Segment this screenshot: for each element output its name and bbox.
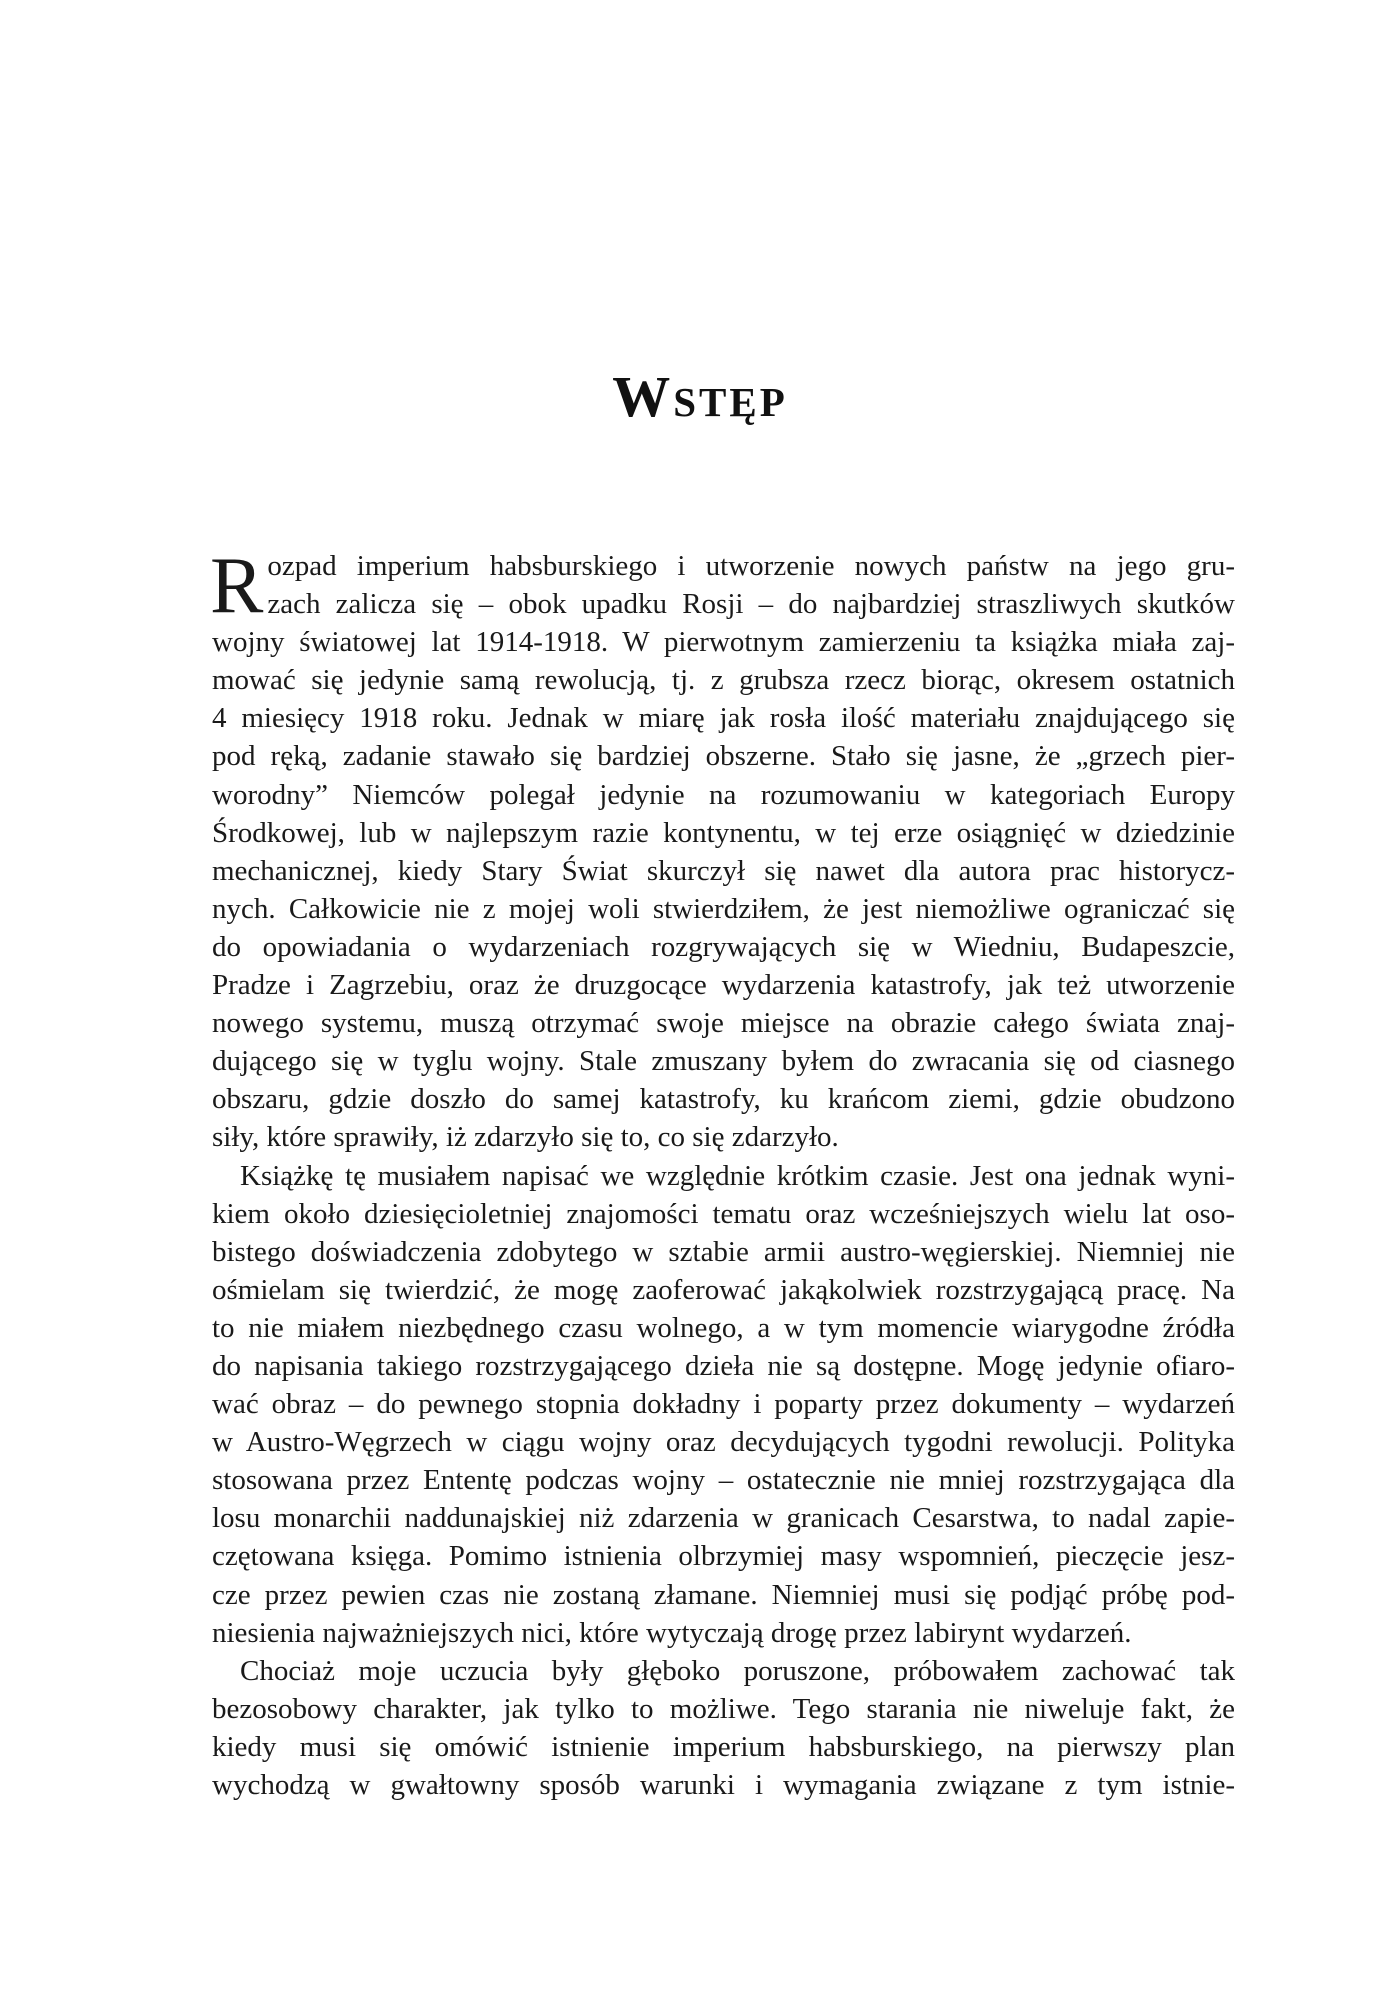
text-line: 4 miesięcy 1918 roku. Jednak w miarę jak rosła ilość materiału znajdującego się bbox=[212, 702, 1235, 735]
text-line: w Austro-Węgrzech w ciągu wojny oraz decydujących tygodni rewolucji. Polityka bbox=[212, 1426, 1235, 1459]
text-line: worodny” Niemców polegał jedynie na rozumowaniu w kategoriach Europy bbox=[212, 778, 1235, 811]
text-line: mechanicznej, kiedy Stary Świat skurczył się nawet dla autora prac historycz- bbox=[212, 854, 1235, 887]
text-line: ozpad imperium habsburskiego i utworzenie nowych państw na jego gru- bbox=[267, 550, 1235, 582]
text-line: nowego systemu, muszą otrzymać swoje miejsce na obrazie całego świata znaj- bbox=[212, 1007, 1235, 1040]
paragraph bbox=[212, 1652, 1235, 1804]
text-line: obszaru, gdzie doszło do samej katastrofy, ku krańcom ziemi, gdzie obudzono bbox=[212, 1083, 1235, 1116]
text-line: dującego się w tyglu wojny. Stale zmuszany byłem do zwracania się od ciasnego bbox=[212, 1045, 1235, 1078]
text-line: wać obraz – do pewnego stopnia dokładny i poparty przez dokumenty – wydarzeń bbox=[212, 1388, 1235, 1421]
text-line: kiem około dziesięcioletniej znajomości tematu oraz wcześniejszych wielu lat oso- bbox=[212, 1197, 1235, 1230]
text-line: ośmielam się twierdzić, że mogę zaoferować jakąkolwiek rozstrzygającą pracę. Na bbox=[212, 1273, 1235, 1306]
chapter-title: Wstęp bbox=[612, 364, 788, 429]
text-line: czętowana księga. Pomimo istnienia olbrzymiej masy wspomnień, pieczęcie jesz- bbox=[212, 1540, 1235, 1573]
text-line: mować się jedynie samą rewolucją, tj. z grubsza rzecz biorąc, okresem ostatnich bbox=[212, 664, 1235, 697]
text-line: to nie miałem niezbędnego czasu wolnego, a w tym momencie wiarygodne źródła bbox=[212, 1311, 1235, 1344]
text-line: wojny światowej lat 1914-1918. W pierwotnym zamierzeniu ta książka miała zaj- bbox=[212, 626, 1235, 659]
text-line: Książkę tę musiałem napisać we względnie krótkim czasie. Jest ona jednak wyni- bbox=[240, 1159, 1235, 1192]
text-line: pod ręką, zadanie stawało się bardziej obszerne. Stało się jasne, że „grzech pier- bbox=[212, 740, 1235, 773]
text-line: siły, które sprawiły, iż zdarzyło się to, co się zdarzyło. bbox=[212, 1121, 839, 1154]
text-line: cze przez pewien czas nie zostaną złamane. Niemniej musi się podjąć próbę pod- bbox=[212, 1578, 1235, 1611]
paragraph bbox=[212, 1157, 1235, 1652]
body-text bbox=[210, 542, 1235, 1804]
drop-cap: R bbox=[210, 542, 264, 630]
text-line: Pradze i Zagrzebiu, oraz że druzgocące wydarzenia katastrofy, jak też utworzenie bbox=[212, 969, 1235, 1002]
paragraph bbox=[210, 542, 1235, 1157]
text-line: bistego doświadczenia zdobytego w sztabie armii austro-węgierskiej. Niemniej nie bbox=[212, 1235, 1235, 1268]
text-line: kiedy musi się omówić istnienie imperium habsburskiego, na pierwszy plan bbox=[212, 1730, 1235, 1763]
text-line: niesienia najważniejszych nici, które wytyczają drogę przez labirynt wydarzeń. bbox=[212, 1616, 1132, 1649]
text-line: zach zalicza się – obok upadku Rosji – do najbardziej straszliwych skutków bbox=[267, 588, 1235, 621]
text-line: stosowana przez Ententę podczas wojny – ostatecznie nie mniej rozstrzygająca dla bbox=[212, 1464, 1235, 1497]
text-line: bezosobowy charakter, jak tylko to możliwe. Tego starania nie niweluje fakt, że bbox=[212, 1692, 1235, 1725]
text-line: losu monarchii naddunajskiej niż zdarzenia w granicach Cesarstwa, to nadal zapie- bbox=[212, 1502, 1235, 1535]
text-line: do napisania takiego rozstrzygającego dzieła nie są dostępne. Mogę jedynie ofiaro- bbox=[212, 1349, 1235, 1382]
text-line: Środkowej, lub w najlepszym razie kontynentu, w tej erze osiągnięć w dziedzinie bbox=[212, 816, 1235, 849]
text-line: Chociaż moje uczucia były głęboko poruszone, próbowałem zachować tak bbox=[240, 1654, 1235, 1687]
text-line: nych. Całkowicie nie z mojej woli stwierdziłem, że jest niemożliwe ograniczać się bbox=[212, 892, 1235, 925]
text-line: wychodzą w gwałtowny sposób warunki i wymagania związane z tym istnie- bbox=[212, 1769, 1235, 1801]
text-line: do opowiadania o wydarzeniach rozgrywających się w Wiedniu, Budapeszcie, bbox=[212, 930, 1235, 963]
